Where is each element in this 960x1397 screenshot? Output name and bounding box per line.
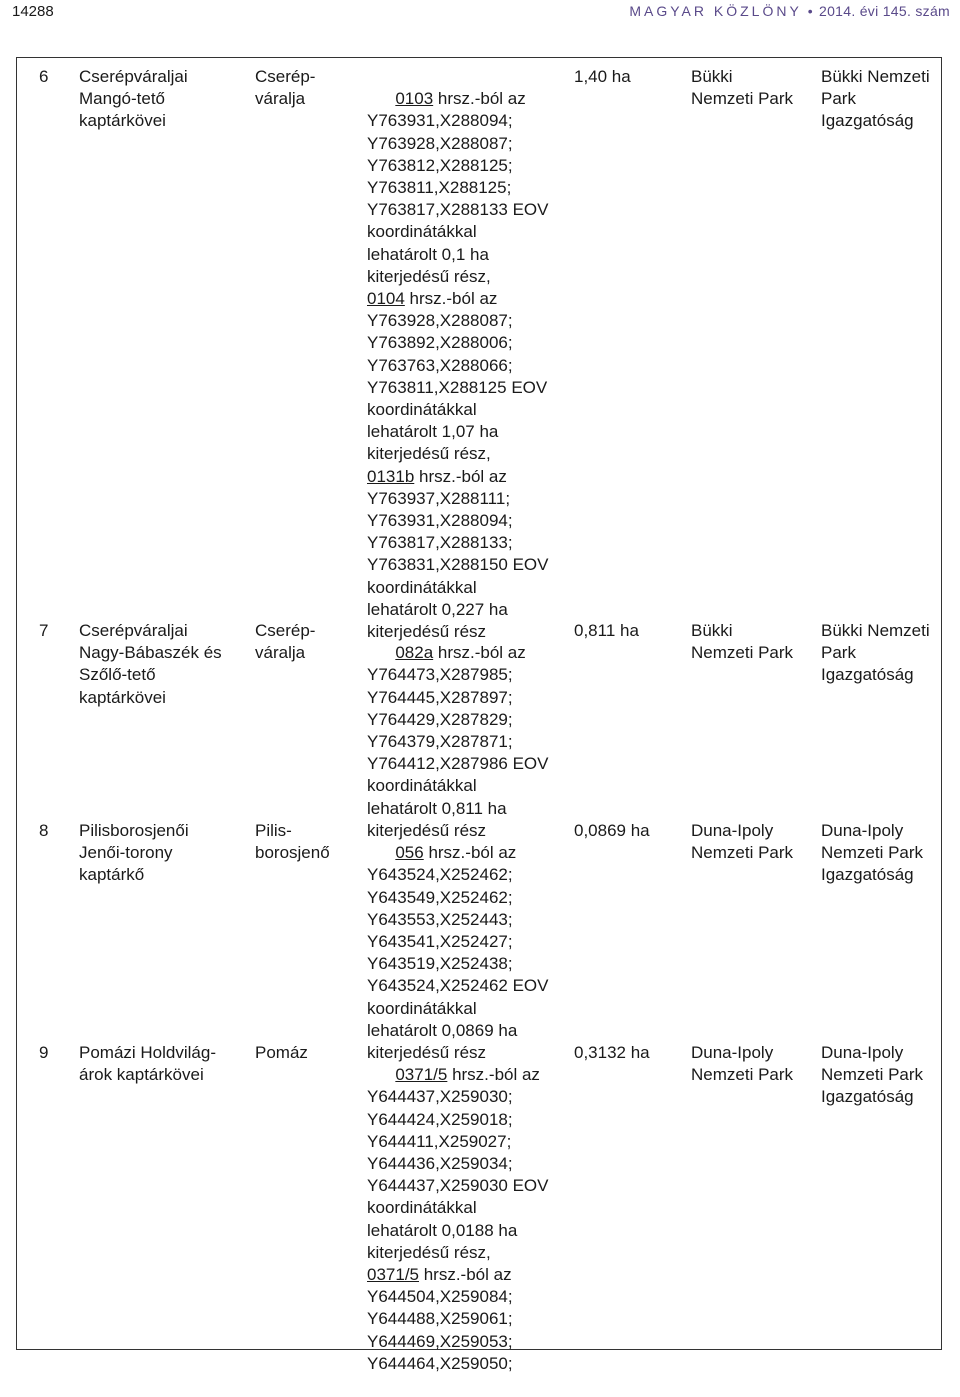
managing-authority: Bükki Nemzeti Park Igazgatóság: [821, 67, 930, 131]
area-value: 0,0869 ha: [574, 821, 650, 840]
location-description: [367, 66, 548, 665]
national-park: Bükki Nemzeti Park: [691, 621, 794, 663]
coordinate-text: hrsz.-ból az Y644504,X259084; Y644488,X259061; Y644469,X259053; Y644464,X259050;: [367, 1265, 513, 1373]
managing-authority: Bükki Nemzeti Park Igazgatóság: [821, 621, 930, 685]
parcel-number: 0371/5: [395, 1065, 448, 1085]
national-park: Duna-Ipoly Nemzeti Park: [691, 821, 794, 863]
site-name: Cserépváraljai Nagy-Bábaszék és Szőlő-tető kaptárkövei: [79, 621, 222, 707]
area-value: 0,811 ha: [574, 621, 639, 640]
row-number: 6: [39, 67, 49, 86]
site-name: Cserépváraljai Mangó-tető kaptárkövei: [79, 67, 188, 131]
coordinate-text: hrsz.-ból az Y763937,X288111; Y763931,X288094; Y763817,X288133; Y763831,X288150 EOV koordinátákkal lehatárolt 0,227 ha kiterjedésű rész: [367, 466, 549, 642]
national-park: Duna-Ipoly Nemzeti Park: [691, 1043, 794, 1085]
page-header: [0, 0, 960, 28]
site-name: Pilisborosjenői Jenői-torony kaptárkő: [79, 821, 189, 885]
site-name: Pomázi Holdvilág- árok kaptárkövei: [79, 1043, 216, 1085]
coordinate-text: hrsz.-ból az Y643524,X252462; Y643549,X252462; Y643553,X252443; Y643541,X252427; Y643519,X252438; Y643524,X252462 EOV koordinátákkal lehatárolt 0,0869 ha kiterjedésű rész: [367, 843, 549, 1063]
header-separator: •: [807, 3, 813, 19]
settlement: Pomáz: [255, 1043, 308, 1062]
location-description: [367, 1042, 548, 1397]
area-value: 0,3132 ha: [574, 1043, 650, 1062]
parcel-number: 0104: [367, 289, 405, 309]
national-park: Bükki Nemzeti Park: [691, 67, 794, 109]
journal-header: [629, 3, 950, 19]
managing-authority: Duna-Ipoly Nemzeti Park Igazgatóság: [821, 1043, 924, 1107]
settlement: Cserép- váralja: [255, 621, 316, 663]
parcel-number: 056: [395, 843, 424, 863]
issue-label: 2014. évi 145. szám: [819, 3, 950, 19]
coordinate-text: hrsz.-ból az Y764473,X287985; Y764445,X287897; Y764429,X287829; Y764379,X287871; Y764412,X287986 EOV koordinátákkal lehatárolt 0,811 ha kiterjedésű rész: [367, 643, 549, 840]
coordinate-text: hrsz.-ból az Y763931,X288094; Y763928,X288087; Y763812,X288125; Y763811,X288125; Y763817,X288133 EOV koordinátákkal lehatárolt 0,1 ha kiterjedésű rész,: [367, 89, 549, 286]
settlement: Cserép- váralja: [255, 67, 316, 109]
area-value: 1,40 ha: [574, 67, 631, 86]
parcel-number: 0371/5: [367, 1265, 419, 1285]
coordinate-text: hrsz.-ból az Y644437,X259030; Y644424,X259018; Y644411,X259027; Y644436,X259034; Y644437,X259030 EOV koordinátákkal lehatárolt 0,0188 ha kiterjedésű rész,: [367, 1065, 549, 1262]
parcel-number: 0103: [395, 89, 434, 109]
table-frame: [16, 57, 942, 1373]
row-number: 8: [39, 821, 49, 840]
parcel-number: 0131b: [367, 466, 415, 486]
journal-title: MAGYAR KÖZLÖNY: [629, 3, 802, 19]
page-number: 14288: [12, 3, 54, 20]
managing-authority: Duna-Ipoly Nemzeti Park Igazgatóság: [821, 821, 924, 885]
settlement: Pilis- borosjenő: [255, 821, 330, 863]
row-number: 9: [39, 1043, 49, 1062]
parcel-number: 082a: [395, 643, 434, 663]
row-number: 7: [39, 621, 49, 640]
coordinate-text: hrsz.-ból az Y763928,X288087; Y763892,X288006; Y763763,X288066; Y763811,X288125 EOV koordinátákkal lehatárolt 1,07 ha kiterjedésű rész,: [367, 289, 548, 464]
